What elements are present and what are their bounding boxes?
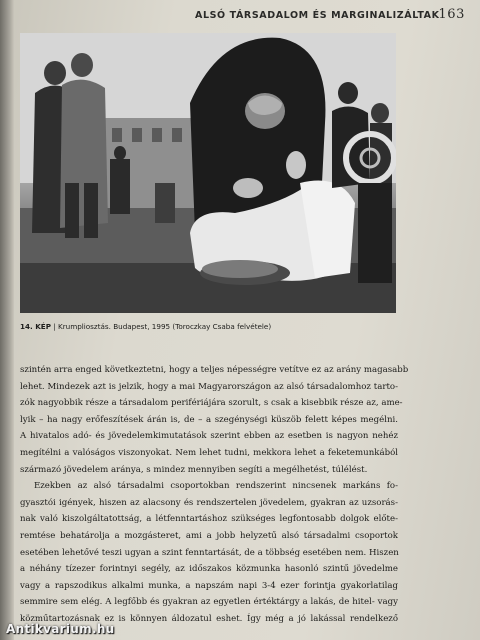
text-line: nak való kiszolgáltatottság, a létfenntartáshoz szükséges legfontosabb dolgok előte- — [20, 514, 398, 525]
body-text — [20, 362, 409, 628]
photo-caption — [20, 322, 400, 331]
text-line: A hivatalos adó- és jövedelemkimutatások szerint ebben az esetben is nagyon nehéz — [20, 431, 398, 442]
running-head-section: ALSÓ TÁRSADALOM ÉS MARGINALIZÁLTAK — [195, 10, 440, 21]
caption-text: Krumpliosztás. Budapest, 1995 (Toroczkay Csaba felvétele) — [58, 322, 272, 331]
caption-separator: | — [53, 322, 56, 331]
text-line: közműtartozásnak ez is könnyen áldozatul eshet. Így még a jó lakással rendelkező — [20, 613, 398, 624]
photo-scene — [20, 33, 396, 313]
text-line: zók nagyobbik része a társadalom perifériájára szorult, s csak a kisebbik része az, ame- — [20, 398, 403, 409]
paragraph-1 — [20, 362, 409, 478]
photograph — [20, 33, 396, 313]
text-line: remtése behatárolja a mozgásteret, ami a jobb helyzetű alsó társadalmi csoportok — [20, 530, 398, 541]
text-line: megítélni a valóságos viszonyokat. Nem lehet tudni, mekkora lehet a feketemunkából — [20, 447, 398, 458]
text-line: Ezekben az alsó társadalmi csoportokban rendszerint nincsenek markáns fo- — [34, 481, 398, 492]
text-line: származó jövedelem aránya, s mindez mennyiben segíti a megélhetést, túlélést. — [20, 464, 368, 475]
text-line: semmire sem elég. A legfőbb és gyakran az egyetlen értéktárgy a lakás, de hitel- vagy — [20, 597, 398, 608]
text-line: lehet. Mindezek azt is jelzik, hogy a mai Magyarországon az alsó társadalomhoz tarto- — [20, 381, 398, 392]
watermark: Antikvarium.hu — [6, 622, 115, 636]
text-line: vagy a rapszodikus alkalmi munka, a napszám napi 3-4 ezer forintja gyakorlatilag — [20, 580, 398, 591]
page-gutter — [0, 0, 14, 640]
text-line: esetében lehetővé teszi ugyan a szint fenntartását, de a többség esetében nem. Hiszen — [20, 547, 399, 558]
text-line: szintén arra enged következtetni, hogy a teljes népességre vetítve ez az arány magasabb — [20, 365, 409, 375]
running-head — [195, 6, 465, 24]
text-line: a néhány tízezer forintnyi segély, az időszakos közmunka hasonló szintű jövedelme — [20, 564, 398, 575]
caption-number: 14. KÉP — [20, 322, 51, 331]
page-number: 163 — [438, 7, 465, 22]
text-line: gyasztói igények, hiszen az alacsony és rendszertelen jövedelem, gyakran az uzsorás- — [20, 497, 398, 508]
text-line: lyik – ha nagy erőfeszítések árán is, de – a szegénységi küszöb felett képes megélni. — [20, 414, 398, 425]
paragraph-2 — [20, 478, 398, 627]
